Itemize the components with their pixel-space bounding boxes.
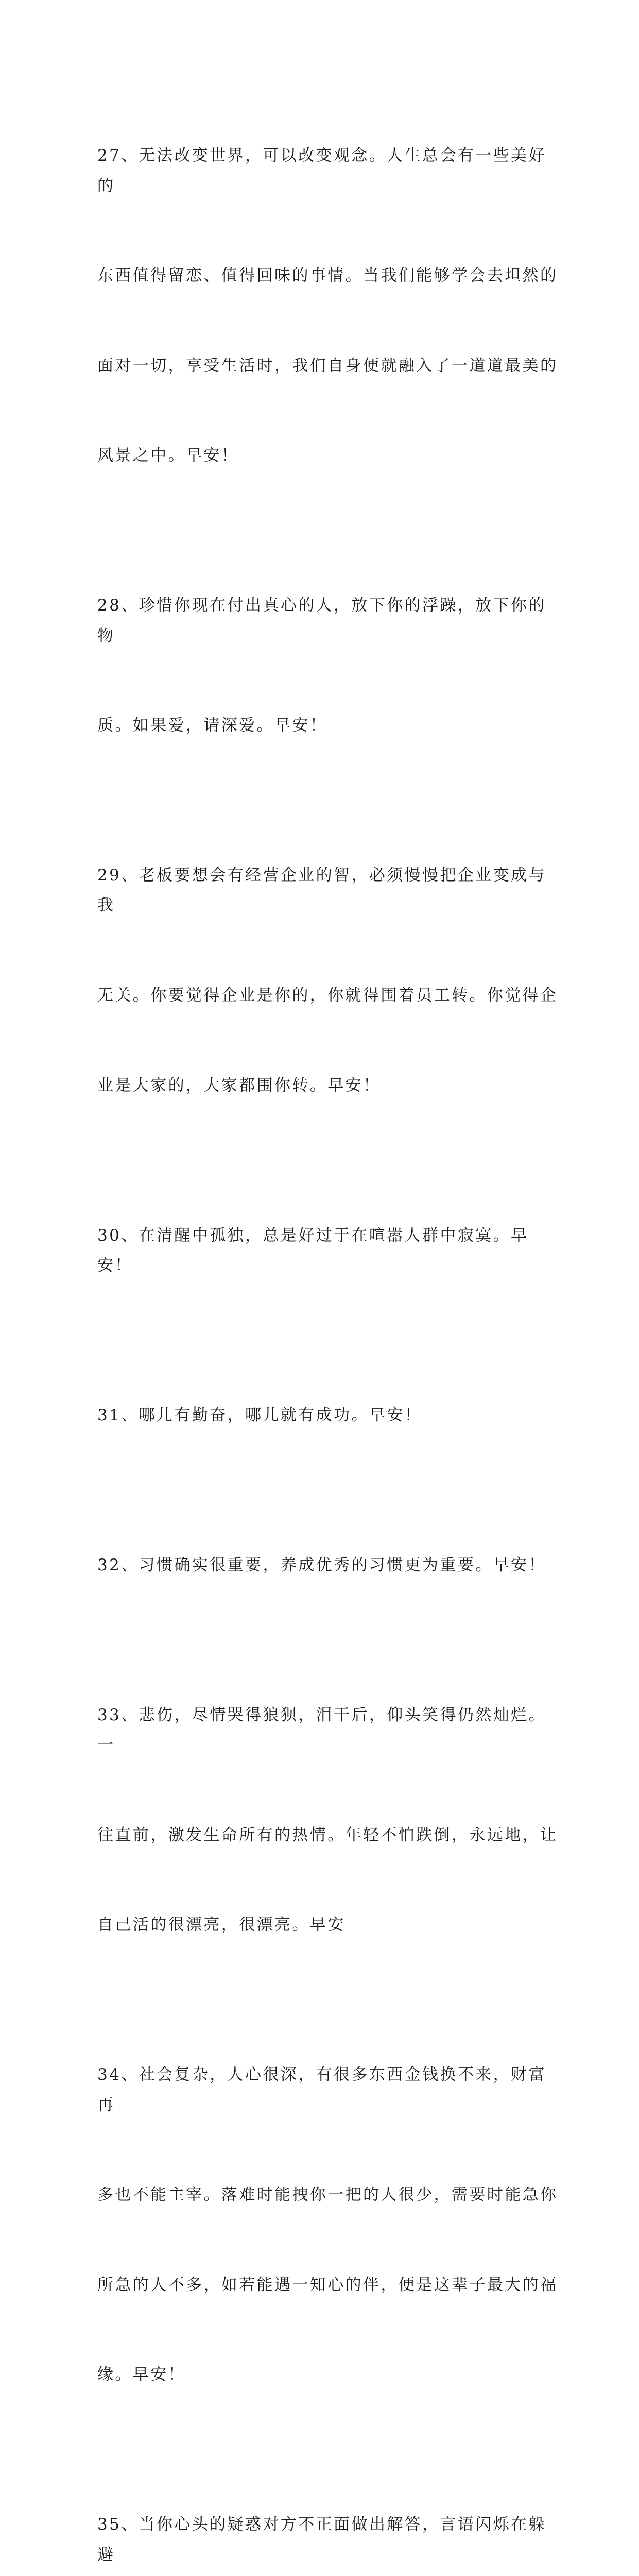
text-line: 东西值得留恋、值得回味的事情。当我们能够学会去坦然的 (97, 266, 558, 285)
text-line: 32、习惯确实很重要，养成优秀的习惯更为重要。早安！ (97, 1555, 546, 1574)
text-line: 无关。你要觉得企业是你的，你就得围着员工转。你觉得企 (97, 986, 558, 1005)
text-line: 往直前，激发生命所有的热情。年轻不怕跌倒，永远地，让 (97, 1825, 558, 1844)
text-line: 风景之中。早安！ (97, 446, 239, 465)
text-line: 业是大家的，大家都围你转。早安！ (97, 1076, 381, 1095)
paragraph-29 (97, 801, 561, 1160)
text-line: 29、老板要想会有经营企业的智，必须慢慢把企业变成与我 (97, 866, 546, 915)
paragraph-30 (97, 1160, 561, 1340)
text-line: 28、珍惜你现在付出真心的人，放下你的浮躁，放下你的物 (97, 596, 546, 645)
paragraph-31 (97, 1341, 561, 1490)
text-line: 27、无法改变世界，可以改变观念。人生总会有一些美好的 (97, 146, 546, 195)
paragraph-27 (97, 81, 561, 531)
text-line: 30、在清醒中孤独，总是好过于在喧嚣人群中寂寞。早安！ (97, 1226, 529, 1275)
paragraph-33 (97, 1640, 561, 2000)
paragraph-34 (97, 2000, 561, 2450)
text-line: 缘。早安！ (97, 2365, 186, 2384)
text-line: 35、当你心头的疑惑对方不正面做出解答，言语闪烁在躲避 (97, 2515, 546, 2564)
paragraph-28 (97, 531, 561, 801)
paragraph-35 (97, 2450, 561, 2576)
document-body (97, 81, 561, 2576)
text-line: 自己活的很漂亮，很漂亮。早安 (97, 1916, 346, 1935)
text-line: 面对一切，享受生活时，我们自身便就融入了一道道最美的 (97, 356, 558, 375)
text-line: 34、社会复杂，人心很深，有很多东西金钱换不来，财富再 (97, 2065, 546, 2114)
text-line: 31、哪儿有勤奋，哪儿就有成功。早安！ (97, 1405, 423, 1425)
text-line: 质。如果爱，请深爱。早安！ (97, 716, 328, 735)
paragraph-32 (97, 1490, 561, 1640)
text-line: 多也不能主宰。落难时能拽你一把的人很少，需要时能急你 (97, 2185, 558, 2205)
text-line: 33、悲伤，尽情哭得狼狈，泪干后，仰头笑得仍然灿烂。一 (97, 1705, 546, 1755)
text-line: 所急的人不多，如若能遇一知心的伴，便是这辈子最大的福 (97, 2275, 558, 2294)
